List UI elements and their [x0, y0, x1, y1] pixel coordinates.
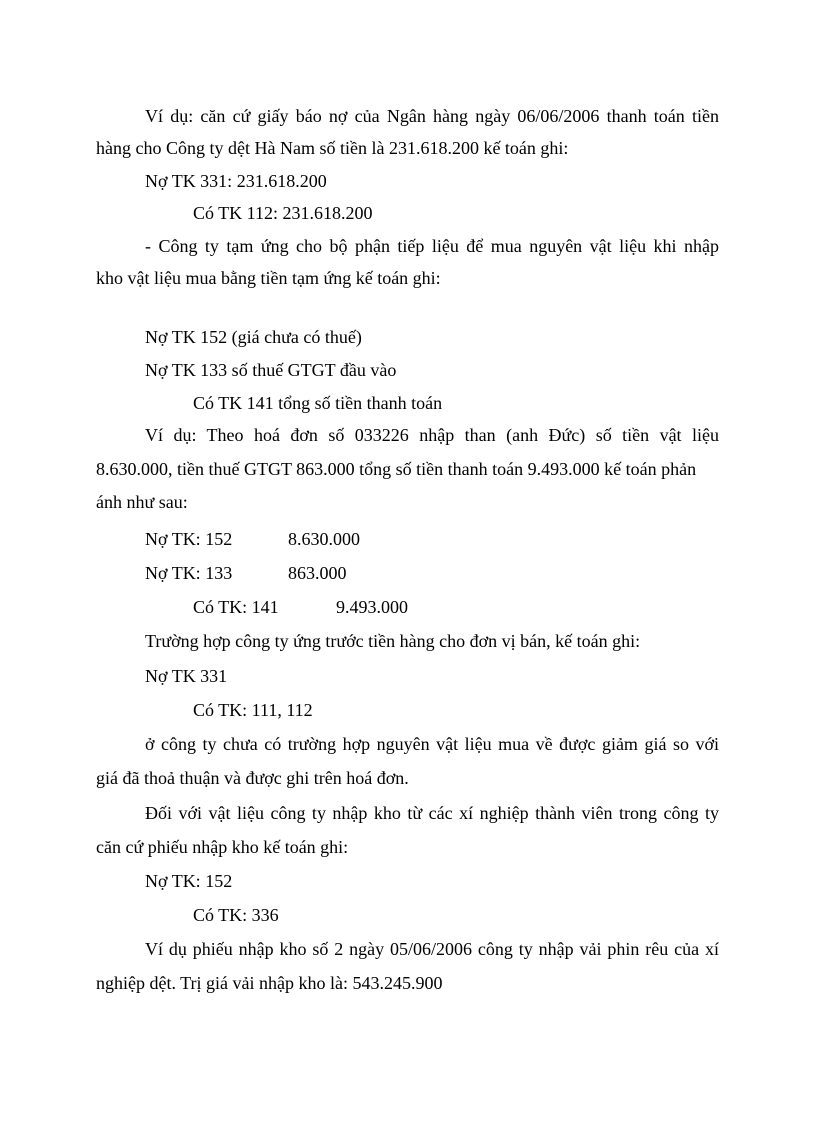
- entry-1-debit: Nợ TK 331: 231.618.200: [145, 171, 327, 191]
- entry-2-debit-1: Nợ TK 152 (giá chưa có thuế): [145, 327, 362, 347]
- entry-3-credit-label: Có TK: 141: [193, 597, 279, 617]
- entry-2-debit-2: Nợ TK 133 số thuế GTGT đầu vào: [145, 360, 397, 380]
- paragraph-example-2-line-3: ánh như sau:: [96, 492, 188, 512]
- paragraph-example-2-line-1: Ví dụ: Theo hoá đơn số 033226 nhập than (anh Đức) số tiền vật liệu: [145, 425, 719, 445]
- paragraph-advance-line-1: - Công ty tạm ứng cho bộ phận tiếp liệu để mua nguyên vật liệu khi nhập: [145, 236, 719, 256]
- entry-3-debit-1-label: Nợ TK: 152: [145, 529, 233, 549]
- entry-4-credit: Có TK: 111, 112: [193, 700, 313, 720]
- paragraph-internal-line-2: căn cứ phiếu nhập kho kế toán ghi:: [96, 837, 349, 857]
- entry-3-debit-2-label: Nợ TK: 133: [145, 563, 233, 583]
- entry-3-debit-2-amount: 863.000: [288, 563, 347, 583]
- entry-3-debit-1-amount: 8.630.000: [288, 529, 360, 549]
- paragraph-prepayment: Trường hợp công ty ứng trước tiền hàng cho đơn vị bán, kế toán ghi:: [145, 631, 641, 651]
- paragraph-discount-line-2: giá đã thoả thuận và được ghi trên hoá đơn.: [96, 768, 409, 788]
- paragraph-example-1-line-1: Ví dụ: căn cứ giấy báo nợ của Ngân hàng ngày 06/06/2006 thanh toán tiền: [145, 106, 719, 126]
- entry-2-credit: Có TK 141 tổng số tiền thanh toán: [193, 393, 443, 413]
- paragraph-example-3-line-1: Ví dụ phiếu nhập kho số 2 ngày 05/06/2006 công ty nhập vải phin rêu của xí: [145, 939, 719, 959]
- paragraph-example-1-line-2: hàng cho Công ty dệt Hà Nam số tiền là 231.618.200 kế toán ghi:: [96, 138, 569, 158]
- paragraph-internal-line-1: Đối với vật liệu công ty nhập kho từ các xí nghiệp thành viên trong công ty: [145, 803, 719, 823]
- paragraph-discount-line-1: ở công ty chưa có trường hợp nguyên vật liệu mua về được giảm giá so với: [145, 734, 719, 754]
- entry-3-credit-amount: 9.493.000: [336, 597, 408, 617]
- paragraph-example-2-line-2: 8.630.000, tiền thuế GTGT 863.000 tổng số tiền thanh toán 9.493.000 kế toán phản: [96, 459, 697, 479]
- paragraph-example-3-line-2: nghiệp dệt. Trị giá vải nhập kho là: 543.245.900: [96, 973, 443, 993]
- entry-6-debit: Nợ TK: 152: [145, 871, 233, 891]
- paragraph-advance-line-2: kho vật liệu mua bằng tiền tạm ứng kế toán ghi:: [96, 268, 441, 288]
- entry-4-debit: Nợ TK 331: [145, 666, 228, 686]
- entry-6-credit: Có TK: 336: [193, 905, 279, 925]
- entry-1-credit: Có TK 112: 231.618.200: [193, 203, 373, 223]
